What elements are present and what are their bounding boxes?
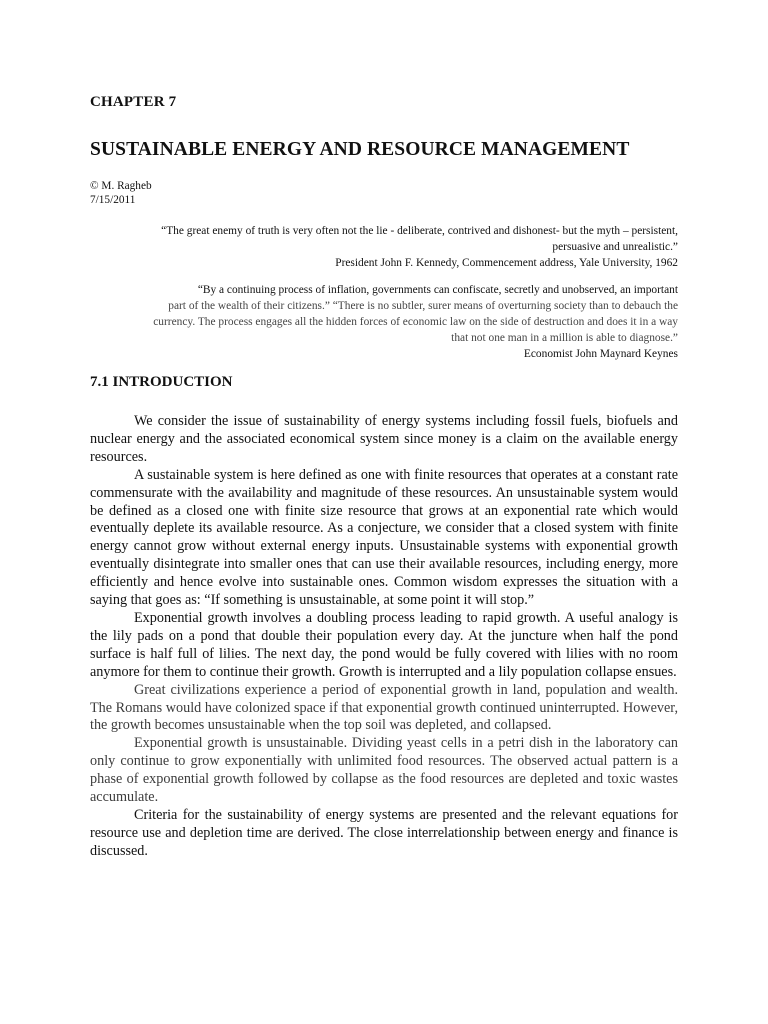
chapter-label: CHAPTER 7 (90, 94, 177, 110)
paragraph: A sustainable system is here defined as one with finite resources that operates at a constant rate commensurate with the availability and magnitude of these resources. An unsustainable system would be defined as a closed one with finite size resource that grows at an exponential rate which would eventually deplete its available resource. As a conjecture, we consider that a closed system with finite energy cannot grow without external energy inputs. Unsustainable systems with exponential growth eventually disintegrate into smaller ones that can use their available resources, including energy, more efficiently and hence evolve into sustainable ones. Common wisdom expresses the situation with a saying that goes as: “If something is unsustainable, at some point it will stop.” (90, 466, 678, 609)
author-block (90, 179, 152, 207)
section-heading: 7.1 INTRODUCTION (90, 374, 233, 390)
author: © M. Ragheb (90, 180, 152, 192)
chapter-title: SUSTAINABLE ENERGY AND RESOURCE MANAGEMENT (90, 139, 630, 160)
epigraph-keynes (100, 282, 678, 362)
quote-line: “By a continuing process of inflation, governments can confiscate, secretly and unobserved, an important (197, 284, 678, 296)
epigraph-kennedy (100, 223, 678, 271)
paragraph: We consider the issue of sustainability of energy systems including fossil fuels, biofuels and nuclear energy and the associated economical system since money is a claim on the available energy resources. (90, 413, 678, 465)
paragraph: Exponential growth involves a doubling process leading to rapid growth. A useful analogy is the lily pads on a pond that double their population every day. At the juncture when half the pond surface is half full of lilies. The next day, the pond would be fully covered with lilies with no room anymore for them to continue their growth. Growth is interrupted and a lily population collapse ensues. (90, 609, 678, 680)
quote-line: part of the wealth of their citizens.” “There is no subtler, surer means of overturning society than to debauch the (168, 300, 678, 312)
quote-line: “The great enemy of truth is very often not the lie - deliberate, contrived and dishonest- but the myth – persistent, (161, 225, 678, 237)
quote-attribution: Economist John Maynard Keynes (523, 348, 678, 360)
date: 7/15/2011 (90, 194, 136, 206)
quote-line: persuasive and unrealistic.” (552, 241, 678, 253)
paragraph: Exponential growth is unsustainable. Dividing yeast cells in a petri dish in the laboratory can only continue to grow exponentially with unlimited food resources. The observed actual pattern is a phase of exponential growth followed by collapse as the food resources are depleted and toxic wastes accumulate. (90, 735, 678, 806)
quote-line: that not one man in a million is able to diagnose.” (451, 332, 678, 344)
quote-line: currency. The process engages all the hidden forces of economic law on the side of destruction and does it in a way (153, 316, 678, 328)
quote-attribution: President John F. Kennedy, Commencement address, Yale University, 1962 (335, 257, 678, 269)
paragraph: Great civilizations experience a period of exponential growth in land, population and wealth. The Romans would have colonized space if that exponential growth continued uninterrupted. However, the growth becomes unsustainable when the top soil was depleted, and collapsed. (90, 681, 678, 734)
section-body (90, 413, 678, 861)
paragraph: Criteria for the sustainability of energy systems are presented and the relevant equations for resource use and depletion time are derived. The close interrelationship between energy and finance is discussed. (90, 806, 678, 859)
